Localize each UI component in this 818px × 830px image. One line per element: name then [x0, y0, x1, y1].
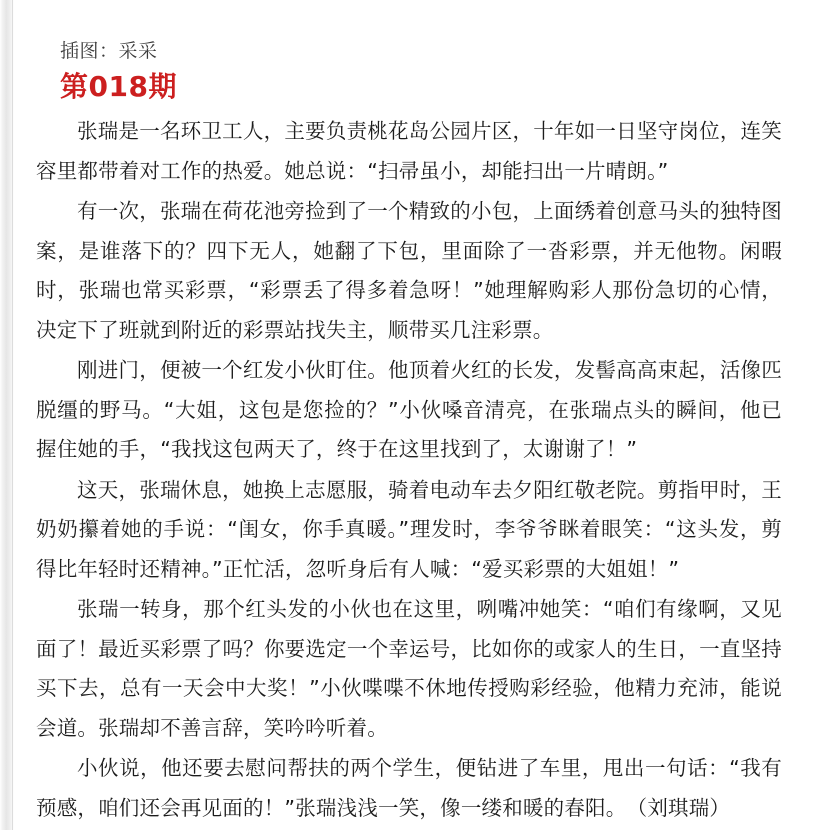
article-paragraph: 有一次，张瑞在荷花池旁捡到了一个精致的小包，上面绣着创意马头的独特图案，是谁落下的？四下无人，她翻了下包，里面除了一沓彩票，并无他物。闲暇时，张瑞也常买彩票，“彩票丢了得多着急呀！”她理解购彩人那份急切的心情，决定下了班就到附近的彩票站找失主，顺带买几注彩票。	[36, 199, 782, 342]
article-paragraph: 张瑞一转身，那个红头发的小伙也在这里，咧嘴冲她笑：“咱们有缘啊，又见面了！最近买彩票了吗？你要选定一个幸运号，比如你的或家人的生日，一直坚持买下去，总有一天会中大奖！”小伙喋喋不休地传授购彩经验，他精力充沛，能说会道。张瑞却不善言辞，笑吟吟听着。	[36, 597, 782, 740]
illustration-byline: 插图：采采	[60, 40, 158, 62]
article-paragraph: 小伙说，他还要去慰问帮扶的两个学生，便钻进了车里，甩出一句话：“我有预感，咱们还会再见面的！”张瑞浅浅一笑，像一缕和暖的春阳。 （刘琪瑞）	[36, 756, 782, 820]
article-paragraph: 这天，张瑞休息，她换上志愿服，骑着电动车去夕阳红敬老院。剪指甲时，王奶奶攥着她的手说：“闺女，你手真暖。”理发时，李爷爷眯着眼笑：“这头发，剪得比年轻时还精神。”正忙活，忽听身后有人喊：“爱买彩票的大姐姐！”	[36, 477, 782, 581]
article-paragraph: 张瑞是一名环卫工人，主要负责桃花岛公园片区，十年如一日坚守岗位，连笑容里都带着对工作的热爱。她总说：“扫帚虽小，却能扫出一片晴朗。”	[36, 119, 782, 183]
article-paragraph: 刚进门，便被一个红发小伙盯住。他顶着火红的长发，发髻高高束起，活像匹脱缰的野马。“大姐，这包是您捡的？”小伙嗓音清亮，在张瑞点头的瞬间，他已握住她的手，“我找这包两天了，终于在这里找到了，太谢谢了！”	[36, 358, 782, 461]
issue-title: 第018期	[60, 70, 177, 103]
article-body	[22, 112, 796, 828]
